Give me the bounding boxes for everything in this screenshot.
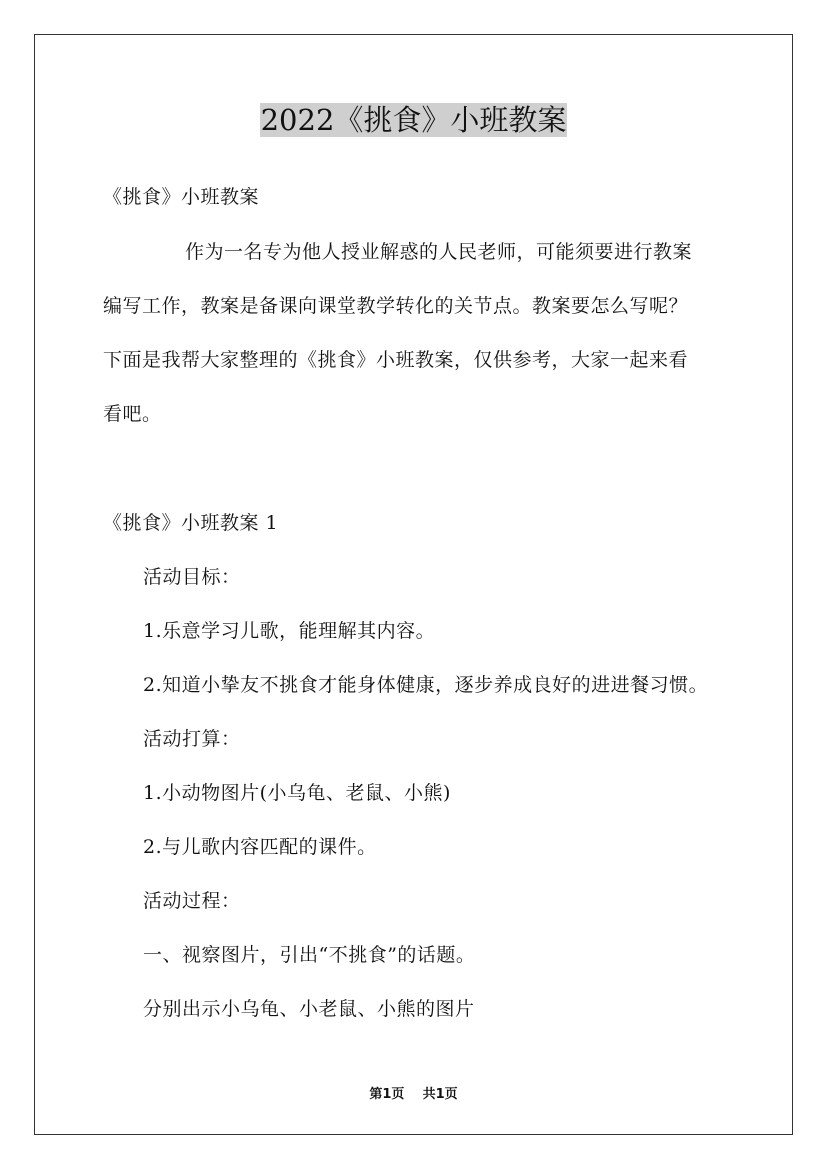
- intro-line-4: 看吧。: [103, 403, 162, 425]
- body-line-5: 1.小动物图片(小乌龟、老鼠、小熊): [143, 782, 451, 804]
- intro-line-3: 下面是我帮大家整理的《挑食》小班教案，仅供参考，大家一起来看: [103, 349, 689, 371]
- body-line-3: 2.知道小挚友不挑食才能身体健康，逐步养成良好的进进餐习惯。: [143, 674, 709, 696]
- body-line-9: 分别出示小乌龟、小老鼠、小熊的图片: [143, 998, 475, 1020]
- body-line-1: 活动目标：: [143, 566, 241, 588]
- body-line-4: 活动打算：: [143, 728, 241, 750]
- body-line-8: 一、视察图片，引出“不挑食”的话题。: [143, 944, 476, 966]
- body-line-7: 活动过程：: [143, 890, 241, 912]
- subtitle: 《挑食》小班教案: [103, 186, 260, 208]
- document-title: 2022《挑食》小班教案: [260, 103, 567, 137]
- body-line-6: 2.与儿歌内容匹配的课件。: [143, 836, 377, 858]
- document-title-wrap: [0, 100, 827, 140]
- section-title: 《挑食》小班教案 1: [103, 512, 279, 534]
- page-total: 共1页: [422, 1087, 458, 1102]
- page-footer: [0, 1083, 827, 1102]
- intro-line-1: 作为一名专为他人授业解惑的人民老师，可能须要进行教案: [185, 241, 693, 263]
- intro-line-2: 编写工作，教案是备课向课堂教学转化的关节点。教案要怎么写呢？: [103, 295, 689, 317]
- page-number: 第1页: [369, 1087, 405, 1102]
- body-line-2: 1.乐意学习儿歌，能理解其内容。: [143, 620, 436, 642]
